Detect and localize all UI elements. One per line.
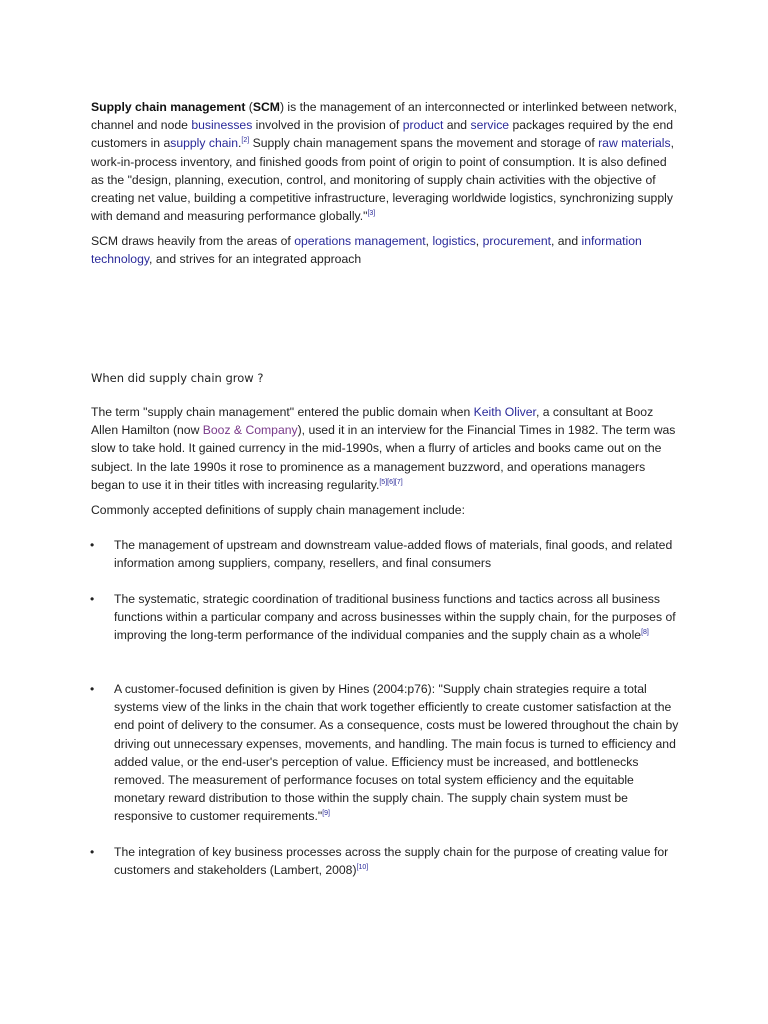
link-operations-management[interactable]: operations management bbox=[294, 234, 426, 248]
link-service[interactable]: service bbox=[470, 118, 510, 133]
bullet-icon: • bbox=[90, 845, 95, 859]
link-product[interactable]: product bbox=[402, 118, 444, 133]
citation-2[interactable]: [2] bbox=[241, 137, 250, 145]
text-span: A customer-focused definition is given by Hines (2004:p76): "Supply chain strategies require a total systems view of the links in the chain that work together efficiently to create customer satisfaction at the end point of delivery to the consumer. As a consequence, costs must be lowered throughout the chain by driving out unnecessary expenses, movements, and handling. The main focus is turned to efficiency and added value, or the end-user's perception of value. Efficiency must be increased, and bottlenecks removed. The measurement of performance focuses on total system efficiency and the equitable monetary reward distribution to those within the supply chain. The supply chain system must be responsive to customer requirements." bbox=[114, 682, 679, 824]
text-span: packages required by the end customers in a bbox=[91, 118, 674, 151]
text-span: Supply chain management spans the movement and storage of bbox=[249, 136, 599, 151]
text-span: The management of upstream and downstream value-added flows of materials, final goods, and related information among suppliers, company, resellers, and final consumers bbox=[114, 538, 673, 571]
link-supply-chain[interactable]: supply chain bbox=[170, 136, 239, 151]
text-span: , and strives for an integrated approach bbox=[149, 252, 362, 267]
text-span: , bbox=[425, 234, 433, 248]
link-logistics[interactable]: logistics bbox=[432, 234, 476, 248]
list-item-text bbox=[114, 590, 680, 645]
citation-9[interactable]: [9] bbox=[322, 810, 331, 818]
bullet-icon: • bbox=[90, 592, 95, 606]
text-span: , work-in-process inventory, and finished goods from point of origin to point of consumption. It is also defined as the "design, planning, execution, control, and monitoring of supply chain activities with the objective of creating net value, building a competitive infrastructure, leveraging worldwide logistics, synchronizing supply with demand and measuring performance globally." bbox=[91, 136, 674, 224]
list-item-text bbox=[114, 680, 680, 826]
list-item-text bbox=[114, 536, 680, 572]
text-span: , a consultant at Booz Allen Hamilton (now bbox=[91, 405, 654, 438]
citation-3[interactable]: [3] bbox=[367, 210, 376, 218]
text-span: involved in the provision of bbox=[252, 118, 403, 133]
link-information-technology[interactable]: information technology bbox=[91, 234, 642, 267]
link-raw-materials[interactable]: raw materials bbox=[598, 136, 671, 151]
text-span: SCM draws heavily from the areas of bbox=[91, 234, 295, 248]
citation-5-6-7[interactable]: [5][6][7] bbox=[379, 478, 403, 486]
text-span: . bbox=[238, 136, 242, 151]
text-span: , bbox=[475, 234, 483, 248]
link-booz-company[interactable]: Booz & Company bbox=[202, 423, 298, 438]
text-span: ( bbox=[245, 100, 253, 114]
definitions-intro: Commonly accepted definitions of supply chain management include: bbox=[91, 503, 465, 517]
term-scm: SCM bbox=[252, 100, 280, 114]
citation-10[interactable]: [10] bbox=[356, 864, 369, 872]
citation-8[interactable]: [8] bbox=[641, 629, 649, 637]
text-span: The integration of key business processes across the supply chain for the purpose of creating value for customers and stakeholders (Lambert, 2008) bbox=[114, 845, 669, 878]
bullet-icon: • bbox=[90, 538, 95, 552]
section-heading: When did supply chain grow ? bbox=[91, 371, 264, 385]
list-item-text bbox=[114, 843, 680, 879]
text-span: ), used it in an interview for the Financial Times in 1982. The term was slow to take hold. It gained currency in the mid-1990s, when a flurry of articles and books came out on the subject. In the late 1990s it rose to prominence as a management buzzword, and operations managers began to use it in their titles with increasing regularity. bbox=[91, 423, 676, 492]
bullet-icon: • bbox=[90, 682, 95, 696]
text-span: ) is the management of an interconnected or interlinked between network, channel and node bbox=[91, 100, 677, 133]
history-paragraph bbox=[91, 403, 681, 494]
text-span: The systematic, strategic coordination of traditional business functions and tactics across all business functions within a particular company and across businesses within the supply chain, for the purposes of improving the long-term performance of the individual companies and the supply chain as a whole bbox=[114, 592, 676, 643]
text-span: , and bbox=[551, 234, 582, 248]
link-keith-oliver[interactable]: Keith Oliver bbox=[473, 405, 536, 419]
text-span: The term "supply chain management" entered the public domain when bbox=[91, 405, 474, 419]
term-supply-chain-management: Supply chain management bbox=[91, 100, 246, 114]
intro-paragraph bbox=[91, 98, 681, 225]
draws-paragraph bbox=[91, 232, 681, 268]
link-businesses[interactable]: businesses bbox=[191, 118, 253, 133]
link-procurement[interactable]: procurement bbox=[482, 234, 551, 248]
text-span: and bbox=[443, 118, 471, 133]
